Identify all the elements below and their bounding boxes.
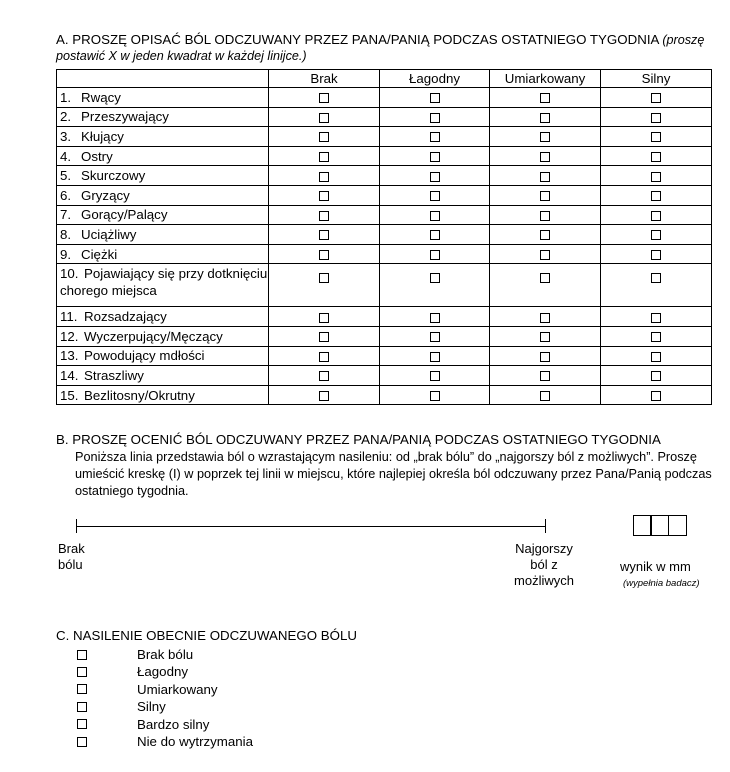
- list-item[interactable]: [77, 646, 253, 663]
- checkbox-cell: [601, 385, 712, 405]
- checkbox[interactable]: [651, 191, 661, 201]
- table-row: [57, 127, 712, 147]
- row-label: Gorący/Palący: [81, 207, 168, 223]
- descriptor-label: [57, 244, 269, 264]
- checkbox[interactable]: [430, 273, 440, 283]
- checkbox-cell: [490, 166, 601, 186]
- checkbox-cell: [380, 205, 490, 225]
- row-label: Powodujący mdłości: [84, 348, 205, 364]
- row-label: Ostry: [81, 148, 113, 164]
- column-header: Umiarkowany: [490, 70, 601, 88]
- checkbox[interactable]: [77, 737, 87, 747]
- checkbox-cell: [601, 225, 712, 245]
- checkbox-cell: [601, 166, 712, 186]
- checkbox-cell: [269, 244, 380, 264]
- checkbox[interactable]: [540, 332, 550, 342]
- list-item[interactable]: [77, 698, 253, 715]
- checkbox[interactable]: [319, 211, 329, 221]
- checkbox-cell: [490, 346, 601, 366]
- score-mm-boxes: [634, 515, 687, 536]
- checkbox[interactable]: [430, 172, 440, 182]
- checkbox[interactable]: [77, 684, 87, 694]
- checkbox[interactable]: [430, 391, 440, 401]
- checkbox-cell: [490, 244, 601, 264]
- checkbox-cell: [269, 185, 380, 205]
- score-label: wynik w mm: [620, 559, 691, 574]
- checkbox-cell: [490, 385, 601, 405]
- checkbox[interactable]: [540, 230, 550, 240]
- section-a-hint: (proszę postawić X w jeden kwadrat w każdej linijce.): [56, 33, 705, 63]
- scale-right-anchor: [500, 541, 588, 589]
- table-row: [57, 326, 712, 346]
- checkbox[interactable]: [77, 650, 87, 660]
- row-label: Rozsadzający: [84, 309, 167, 325]
- checkbox-cell: [490, 307, 601, 327]
- checkbox-cell: [269, 127, 380, 147]
- score-digit-box[interactable]: [650, 515, 669, 536]
- checkbox[interactable]: [651, 113, 661, 123]
- descriptor-label: [57, 88, 269, 108]
- row-label: Skurczowy: [81, 168, 146, 184]
- table-row: [57, 264, 712, 307]
- checkbox-cell: [490, 185, 601, 205]
- checkbox-cell: [490, 88, 601, 108]
- checkbox[interactable]: [319, 113, 329, 123]
- checkbox[interactable]: [540, 172, 550, 182]
- option-label: Silny: [137, 699, 166, 715]
- option-label: Nie do wytrzymania: [137, 733, 254, 749]
- checkbox[interactable]: [319, 152, 329, 162]
- checkbox[interactable]: [651, 313, 661, 323]
- scale-left-anchor: [58, 541, 85, 573]
- checkbox[interactable]: [319, 332, 329, 342]
- descriptor-label: [57, 366, 269, 386]
- checkbox-cell: [269, 225, 380, 245]
- row-number: 10.: [60, 266, 79, 282]
- row-number: 9.: [60, 246, 72, 262]
- checkbox[interactable]: [319, 132, 329, 142]
- checkbox-cell: [269, 166, 380, 186]
- checkbox[interactable]: [651, 93, 661, 103]
- checkbox-cell: [269, 264, 380, 307]
- checkbox[interactable]: [319, 93, 329, 103]
- checkbox[interactable]: [651, 250, 661, 260]
- table-row: [57, 146, 712, 166]
- row-number: 11.: [60, 309, 78, 325]
- checkbox-cell: [380, 385, 490, 405]
- descriptor-label: [57, 264, 269, 307]
- checkbox-cell: [601, 326, 712, 346]
- pain-descriptor-table: [56, 69, 712, 405]
- checkbox-cell: [601, 205, 712, 225]
- checkbox[interactable]: [430, 230, 440, 240]
- checkbox-cell: [380, 307, 490, 327]
- checkbox-cell: [490, 366, 601, 386]
- checkbox-cell: [380, 346, 490, 366]
- checkbox-cell: [601, 127, 712, 147]
- checkbox[interactable]: [319, 191, 329, 201]
- checkbox[interactable]: [540, 313, 550, 323]
- checkbox-cell: [269, 366, 380, 386]
- section-a-heading: A. PROSZĘ OPISAĆ BÓL ODCZUWANY PRZEZ PANA/PANIĄ PODCZAS OSTATNIEGO TYGODNIA: [56, 32, 659, 47]
- right-anchor-line: Najgorszy: [515, 541, 573, 556]
- row-label: Ciężki: [81, 246, 118, 262]
- table-row: [57, 385, 712, 405]
- descriptor-label: [57, 326, 269, 346]
- checkbox[interactable]: [319, 313, 329, 323]
- row-label: Wyczerpujący/Męczący: [84, 328, 223, 344]
- section-b-instructions: Poniższa linia przedstawia ból o wzrastającym nasileniu: od „brak bólu” do „najgorszy ból z możliwych”. Proszę umieścić kreskę (I) w poprzek tej linii w miejscu, które najlepiej określa ból odczuwany przez Pana/Panią podczas ostatniego tygodnia.: [75, 450, 712, 498]
- table-row: [57, 307, 712, 327]
- row-label: Gryzący: [81, 187, 130, 203]
- table-row: [57, 205, 712, 225]
- checkbox[interactable]: [319, 273, 329, 283]
- row-label: Bezlitosny/Okrutny: [84, 387, 195, 403]
- option-label: Umiarkowany: [137, 681, 218, 697]
- checkbox[interactable]: [651, 152, 661, 162]
- checkbox-cell: [380, 185, 490, 205]
- checkbox-cell: [269, 107, 380, 127]
- row-number: 8.: [60, 226, 72, 242]
- checkbox[interactable]: [430, 132, 440, 142]
- checkbox[interactable]: [540, 273, 550, 283]
- row-number: 13.: [60, 348, 79, 364]
- row-number: 4.: [60, 148, 72, 164]
- checkbox[interactable]: [319, 371, 329, 381]
- checkbox[interactable]: [430, 191, 440, 201]
- checkbox-cell: [269, 385, 380, 405]
- checkbox-cell: [490, 146, 601, 166]
- list-item[interactable]: [77, 716, 253, 733]
- checkbox[interactable]: [651, 230, 661, 240]
- row-label: Pojawiający się przy dotknięciu chorego miejsca: [60, 266, 268, 299]
- score-digit-box[interactable]: [668, 515, 687, 536]
- checkbox[interactable]: [540, 191, 550, 201]
- column-header: Brak: [269, 70, 380, 88]
- checkbox-cell: [380, 127, 490, 147]
- table-header-row: [57, 70, 712, 88]
- checkbox-cell: [490, 107, 601, 127]
- column-header: Łagodny: [380, 70, 490, 88]
- checkbox-cell: [601, 107, 712, 127]
- checkbox[interactable]: [319, 172, 329, 182]
- checkbox[interactable]: [540, 352, 550, 362]
- checkbox[interactable]: [430, 211, 440, 221]
- checkbox-cell: [601, 88, 712, 108]
- checkbox-cell: [380, 166, 490, 186]
- checkbox[interactable]: [540, 113, 550, 123]
- checkbox-cell: [601, 307, 712, 327]
- table-row: [57, 244, 712, 264]
- checkbox[interactable]: [430, 250, 440, 260]
- checkbox-cell: [601, 185, 712, 205]
- right-anchor-line: możliwych: [514, 573, 574, 588]
- score-note: (wypełnia badacz): [623, 578, 700, 589]
- table-row: [57, 166, 712, 186]
- row-number: 15.: [60, 387, 79, 403]
- checkbox-cell: [269, 88, 380, 108]
- row-label: Uciążliwy: [81, 226, 137, 242]
- row-number: 6.: [60, 187, 72, 203]
- checkbox-cell: [601, 366, 712, 386]
- table-row: [57, 107, 712, 127]
- descriptor-label: [57, 127, 269, 147]
- checkbox-cell: [380, 146, 490, 166]
- checkbox-cell: [490, 127, 601, 147]
- option-label: Łagodny: [137, 664, 189, 680]
- checkbox-cell: [269, 326, 380, 346]
- checkbox[interactable]: [540, 211, 550, 221]
- descriptor-label: [57, 225, 269, 245]
- option-label: Bardzo silny: [137, 716, 210, 732]
- checkbox[interactable]: [77, 719, 87, 729]
- checkbox[interactable]: [430, 152, 440, 162]
- checkbox[interactable]: [77, 702, 87, 712]
- checkbox[interactable]: [77, 667, 87, 677]
- section-a-title: [56, 32, 716, 64]
- visual-analogue-scale[interactable]: [76, 526, 546, 527]
- descriptor-label: [57, 205, 269, 225]
- checkbox-cell: [601, 146, 712, 166]
- current-pain-options: [77, 646, 253, 750]
- row-number: 3.: [60, 128, 72, 144]
- checkbox-cell: [490, 326, 601, 346]
- checkbox[interactable]: [651, 352, 661, 362]
- table-row: [57, 225, 712, 245]
- row-number: 1.: [60, 89, 72, 105]
- descriptor-label: [57, 107, 269, 127]
- table-row: [57, 366, 712, 386]
- checkbox-cell: [601, 264, 712, 307]
- row-label: Kłujący: [81, 128, 124, 144]
- checkbox[interactable]: [430, 332, 440, 342]
- option-label: Brak bólu: [137, 647, 194, 662]
- descriptor-label: [57, 307, 269, 327]
- scale-right-tick: [545, 519, 546, 533]
- list-item[interactable]: [77, 663, 253, 680]
- checkbox[interactable]: [430, 371, 440, 381]
- checkbox-cell: [380, 88, 490, 108]
- row-number: 5.: [60, 168, 72, 184]
- row-number: 12.: [60, 328, 79, 344]
- checkbox[interactable]: [430, 352, 440, 362]
- checkbox[interactable]: [319, 391, 329, 401]
- row-label: Straszliwy: [84, 367, 144, 383]
- checkbox-cell: [269, 205, 380, 225]
- row-label: Rwący: [81, 89, 121, 105]
- checkbox[interactable]: [430, 313, 440, 323]
- section-c-title: C. NASILENIE OBECNIE ODCZUWANEGO BÓLU: [56, 628, 357, 643]
- row-number: 2.: [60, 109, 72, 125]
- checkbox[interactable]: [540, 93, 550, 103]
- checkbox-cell: [490, 225, 601, 245]
- checkbox[interactable]: [651, 132, 661, 142]
- checkbox-cell: [269, 307, 380, 327]
- row-label: Przeszywający: [81, 109, 169, 125]
- descriptor-label: [57, 346, 269, 366]
- descriptor-label: [57, 185, 269, 205]
- row-number: 14.: [60, 367, 79, 383]
- descriptor-label: [57, 385, 269, 405]
- score-digit-box[interactable]: [633, 515, 652, 536]
- checkbox-cell: [601, 244, 712, 264]
- checkbox-cell: [269, 346, 380, 366]
- checkbox[interactable]: [651, 172, 661, 182]
- checkbox[interactable]: [319, 352, 329, 362]
- left-anchor-line: Brak: [58, 541, 85, 556]
- checkbox-cell: [490, 205, 601, 225]
- checkbox-cell: [380, 366, 490, 386]
- checkbox[interactable]: [651, 391, 661, 401]
- checkbox[interactable]: [540, 132, 550, 142]
- checkbox-cell: [269, 146, 380, 166]
- checkbox-cell: [380, 244, 490, 264]
- column-header: Silny: [601, 70, 712, 88]
- checkbox[interactable]: [651, 211, 661, 221]
- checkbox[interactable]: [651, 273, 661, 283]
- checkbox-cell: [380, 326, 490, 346]
- section-b-title: B. PROSZĘ OCENIĆ BÓL ODCZUWANY PRZEZ PANA/PANIĄ PODCZAS OSTATNIEGO TYGODNIA: [56, 432, 661, 447]
- checkbox-cell: [380, 264, 490, 307]
- checkbox[interactable]: [319, 250, 329, 260]
- checkbox-cell: [380, 107, 490, 127]
- checkbox[interactable]: [430, 113, 440, 123]
- checkbox[interactable]: [430, 93, 440, 103]
- list-item[interactable]: [77, 681, 253, 698]
- descriptor-label: [57, 166, 269, 186]
- checkbox[interactable]: [540, 371, 550, 381]
- checkbox[interactable]: [319, 230, 329, 240]
- checkbox[interactable]: [540, 250, 550, 260]
- table-row: [57, 88, 712, 108]
- left-anchor-line: bólu: [58, 557, 83, 572]
- checkbox[interactable]: [651, 371, 661, 381]
- header-empty: [57, 70, 269, 88]
- right-anchor-line: ból z: [530, 557, 558, 572]
- checkbox-cell: [601, 346, 712, 366]
- list-item[interactable]: [77, 733, 253, 750]
- descriptor-label: [57, 146, 269, 166]
- checkbox[interactable]: [540, 391, 550, 401]
- table-row: [57, 346, 712, 366]
- checkbox[interactable]: [651, 332, 661, 342]
- checkbox[interactable]: [540, 152, 550, 162]
- checkbox-cell: [380, 225, 490, 245]
- checkbox-cell: [490, 264, 601, 307]
- table-row: [57, 185, 712, 205]
- row-number: 7.: [60, 207, 72, 223]
